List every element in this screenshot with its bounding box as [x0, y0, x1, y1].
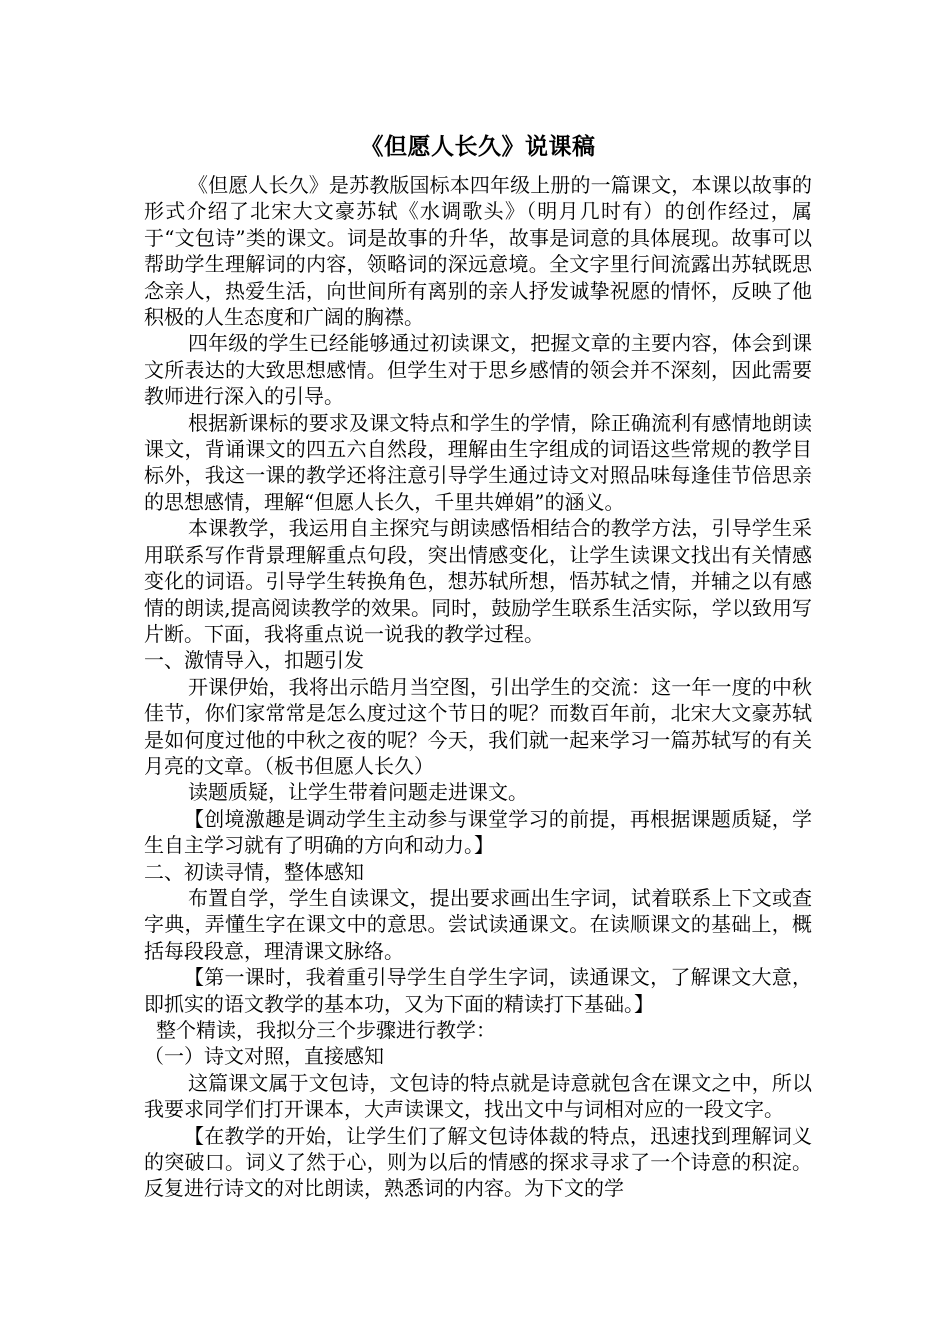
paragraph-intro-activity: 开课伊始，我将出示皓月当空图，引出学生的交流：这一年一度的中秋佳节，你们家常常是怎么度过这个节日的呢？而数百年前，北宋大文豪苏轼是如何度过他的中秋之夜的呢？今天，我们就一起来学习一篇苏轼写的有关月亮的文章。（板书但愿人长久）: [144, 674, 812, 778]
document-body: [144, 172, 812, 1202]
document-page: [144, 132, 812, 1202]
paragraph-intro: 《但愿人长久》是苏教版国标本四年级上册的一篇课文，本课以故事的形式介绍了北宋大文豪苏轼《水调歌头》（明月几时有）的创作经过，属于“文包诗”类的课文。词是故事的升华，故事是词意的具体展现。故事可以帮助学生理解词的内容，领略词的深远意境。全文字里行间流露出苏轼既思念亲人，热爱生活，向世间所有离别的亲人抒发诚挚祝愿的情怀，反映了他积极的人生态度和广阔的胸襟。: [144, 173, 812, 330]
note-paragraph-1: 【创境激趣是调动学生主动参与课堂学习的前提，再根据课题质疑，学生自主学习就有了明确的方向和动力。】: [144, 806, 812, 858]
paragraph-student-analysis: 四年级的学生已经能够通过初读课文，把握文章的主要内容，体会到课文所表达的大致思想感情。但学生对于思乡感情的领会并不深刻，因此需要教师进行深入的引导。: [144, 331, 812, 409]
document-title: 《但愿人长久》说课稿: [360, 134, 596, 160]
paragraph-intensive-reading: 整个精读，我拟分三个步骤进行教学：: [156, 1018, 496, 1042]
note-paragraph-2: 【第一课时，我着重引导学生自学生字词，读通课文，了解课文大意，即抓实的语文教学的基本功，又为下面的精读打下基础。】: [144, 965, 812, 1016]
paragraph-poem-comparison: 这篇课文属于文包诗，文包诗的特点就是诗意就包含在课文之中，所以我要求同学们打开课本，大声读课文，找出文中与词相对应的一段文字。: [144, 1070, 812, 1122]
paragraph-teaching-method: 本课教学，我运用自主探究与朗读感悟相结合的教学方法，引导学生采用联系写作背景理解重点句段，突出情感变化，让学生读课文找出有关情感变化的词语。引导学生转换角色，想苏轼所想，悟苏轼之情，并辅之以有感情的朗读,提高阅读教学的效果。同时，鼓励学生联系生活实际，学以致用写片断。下面，我将重点说一说我的教学过程。: [144, 516, 812, 646]
section-heading-2: 二、初读寻情，整体感知: [144, 859, 364, 884]
paragraph-self-study: 布置自学，学生自读课文，提出要求画出生字词，试着联系上下文或查字典，弄懂生字在课文中的意思。尝试读通课文。在读顺课文的基础上，概括每段段意，理清课文脉络。: [144, 885, 812, 963]
subsection-heading-1: （一）诗文对照，直接感知: [144, 1044, 384, 1069]
paragraph-teaching-goals: 根据新课标的要求及课文特点和学生的学情，除正确流利有感情地朗读课文，背诵课文的四五六自然段，理解由生字组成的词语这些常规的教学目标外，我这一课的教学还将注意引导学生通过诗文对照品味每逢佳节倍思亲的思想感情，理解“但愿人长久，千里共婵娟”的涵义。: [144, 410, 812, 514]
section-heading-1: 一、激情导入，扣题引发: [144, 648, 364, 673]
note-paragraph-3: 【在教学的开始，让学生们了解文包诗体裁的特点，迅速找到理解词义的突破口。词义了然于心，则为以后的情感的探求寻求了一个诗意的积淀。反复进行诗文的对比朗读，熟悉词的内容。为下文的学: [144, 1123, 812, 1201]
paragraph-read-title: 读题质疑，让学生带着问题走进课文。: [188, 780, 528, 805]
